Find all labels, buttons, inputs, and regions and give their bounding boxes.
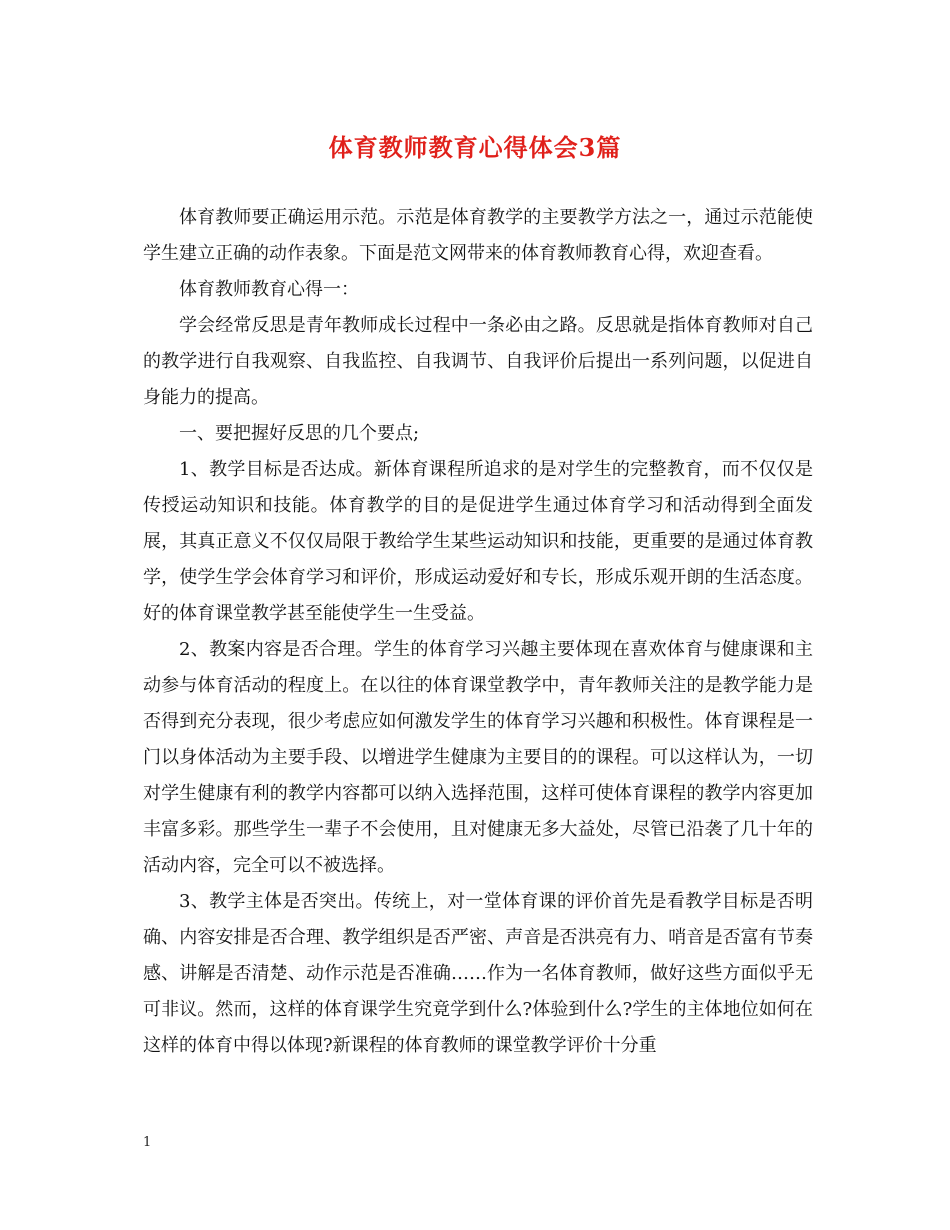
page-number: 1 <box>143 1135 152 1150</box>
page-title: 体育教师教育心得体会3篇 <box>328 133 622 162</box>
section-heading: 体育教师教育心得一： <box>179 279 359 300</box>
document-body <box>143 200 813 1064</box>
body-paragraph: 3、教学主体是否突出。传统上，对一堂体育课的评价首先是看教学目标是否明确、内容安排是否合理、教学组织是否严密、声音是否洪亮有力、哨音是否富有节奏感、讲解是否清楚、动作示范是否准确……作为一名体育教师，做好这些方面似乎无可非议。然而，这样的体育课学生究竟学到什么?体验到什么?学生的主体地位如何在这样的体育中得以体现?新课程的体育教师的课堂教学评价十分重 <box>143 891 814 1056</box>
body-paragraph: 1、教学目标是否达成。新体育课程所追求的是对学生的完整教育，而不仅仅是传授运动知识和技能。体育教学的目的是促进学生通过体育学习和活动得到全面发展，其真正意义不仅仅局限于教给学生某些运动知识和技能，更重要的是通过体育教学，使学生学会体育学习和评价，形成运动爱好和专长，形成乐观开朗的生活态度。好的体育课堂教学甚至能使学生一生受益。 <box>143 459 813 624</box>
body-paragraph: 2、教案内容是否合理。学生的体育学习兴趣主要体现在喜欢体育与健康课和主动参与体育活动的程度上。在以往的体育课堂教学中，青年教师关注的是教学能力是否得到充分表现，很少考虑应如何激发学生的体育学习兴趣和积极性。体育课程是一门以身体活动为主要手段、以增进学生健康为主要目的的课程。可以这样认为，一切对学生健康有利的教学内容都可以纳入选择范围，这样可使体育课程的教学内容更加丰富多彩。那些学生一辈子不会使用，且对健康无多大益处，尽管已沿袭了几十年的活动内容，完全可以不被选择。 <box>143 639 813 876</box>
subsection-heading: 一、要把握好反思的几个要点; <box>179 423 420 444</box>
body-paragraph: 学会经常反思是青年教师成长过程中一条必由之路。反思就是指体育教师对自己的教学进行自我观察、自我监控、自我调节、自我评价后提出一系列问题，以促进自身能力的提高。 <box>143 315 813 408</box>
intro-paragraph: 体育教师要正确运用示范。示范是体育教学的主要教学方法之一，通过示范能使学生建立正确的动作表象。下面是范文网带来的体育教师教育心得，欢迎查看。 <box>143 207 813 264</box>
